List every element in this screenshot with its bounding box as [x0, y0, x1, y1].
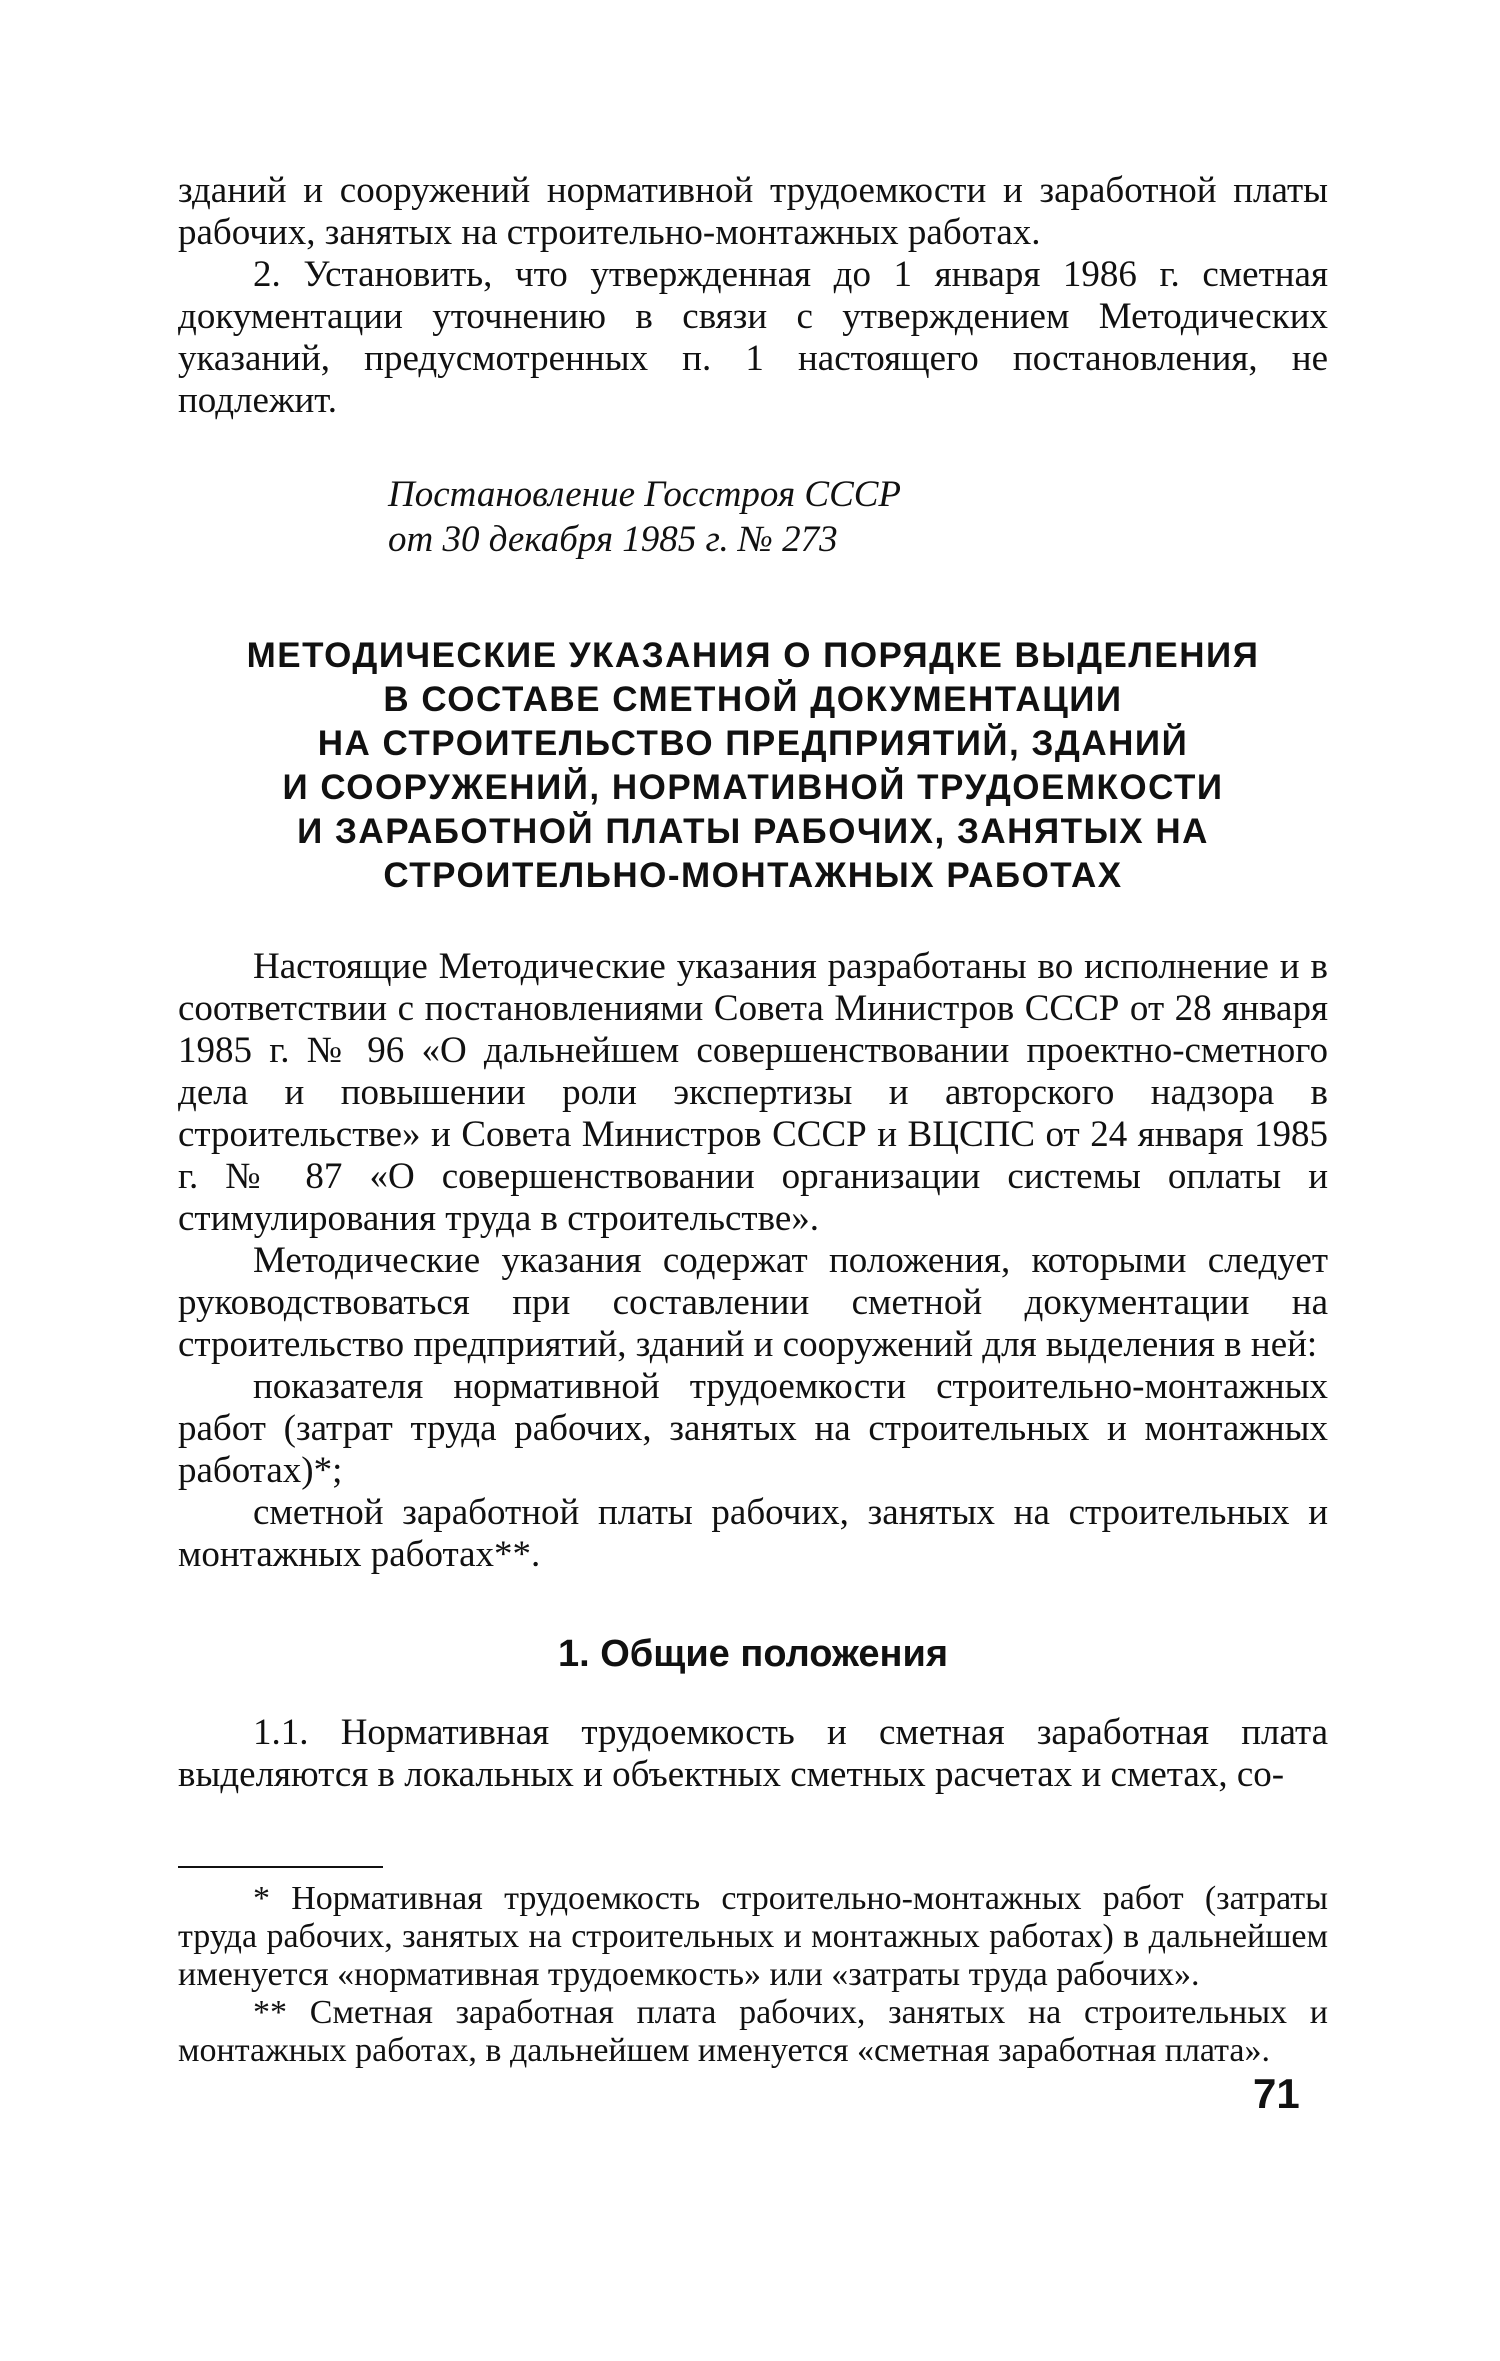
decree-signature — [388, 472, 1328, 562]
list-item-labor: показателя нормативной трудоемкости строительно-монтажных работ (затрат труда рабочих, занятых на строительных и монтажных работах)*; — [178, 1366, 1328, 1491]
section-heading: 1. Общие положения — [557, 1633, 949, 1675]
title-line: МЕТОДИЧЕСКИЕ УКАЗАНИЯ О ПОРЯДКЕ ВЫДЕЛЕНИЯ — [246, 636, 1260, 675]
title-line: СТРОИТЕЛЬНО-МОНТАЖНЫХ РАБОТАХ — [383, 856, 1123, 895]
document-title — [178, 634, 1328, 898]
footnotes — [178, 1880, 1328, 2070]
footnote-2: ** Сметная заработная плата рабочих, занятых на строительных и монтажных работах, в дальнейшем именуется «сметная заработная плата». — [178, 1994, 1328, 2069]
page-number: 71 — [1253, 2070, 1300, 2117]
signature-line-1: Постановление Госстроя СССР — [388, 474, 902, 515]
paragraph-continuation: зданий и сооружений нормативной трудоемкости и заработной платы рабочих, занятых на строительно-монтажных работах. — [178, 170, 1328, 253]
footnote-divider — [178, 1866, 383, 1868]
signature-line-2: от 30 декабря 1985 г. № 273 — [388, 519, 838, 560]
section-paragraph: 1.1. Нормативная трудоемкость и сметная заработная плата выделяются в локальных и объектных сметных расчетах и сметах, со- — [178, 1712, 1328, 1795]
title-line: НА СТРОИТЕЛЬСТВО ПРЕДПРИЯТИЙ, ЗДАНИЙ — [317, 724, 1189, 763]
title-line: В СОСТАВЕ СМЕТНОЙ ДОКУМЕНТАЦИИ — [383, 680, 1123, 719]
paragraph-item-2: 2. Установить, что утвержденная до 1 января 1986 г. сметная документации уточнению в связи с утверждением Методических указаний, предусмотренных п. 1 настоящего постановления, не подлежит. — [178, 254, 1328, 421]
list-item-wages: сметной заработной платы рабочих, занятых на строительных и монтажных работах**. — [178, 1492, 1328, 1575]
footnote-1: * Нормативная трудоемкость строительно-монтажных работ (затраты труда рабочих, занятых на строительных и монтажных работах) в дальнейшем именуется «нормативная трудоемкость» или «затраты труда рабочих». — [178, 1880, 1328, 1993]
title-line: И ЗАРАБОТНОЙ ПЛАТЫ РАБОЧИХ, ЗАНЯТЫХ НА — [297, 812, 1209, 851]
intro-paragraph: Настоящие Методические указания разработаны во исполнение и в соответствии с постановлениями Совета Министров СССР от 28 января 1985 г. № 96 «О дальнейшем совершенствовании проектно-сметного дела и повышении роли экспертизы и авторского надзора в строительстве» и Совета Министров СССР и ВЦСПС от 24 января 1985 г. № 87 «О совершенствовании организации системы оплаты и стимулирования труда в строительстве». — [178, 946, 1328, 1239]
scope-paragraph: Методические указания содержат положения, которыми следует руководствоваться при составлении сметной документации на строительство предприятий, зданий и сооружений для выделения в ней: — [178, 1240, 1328, 1365]
document-page — [178, 170, 1328, 2070]
title-line: И СООРУЖЕНИЙ, НОРМАТИВНОЙ ТРУДОЕМКОСТИ — [282, 768, 1224, 807]
